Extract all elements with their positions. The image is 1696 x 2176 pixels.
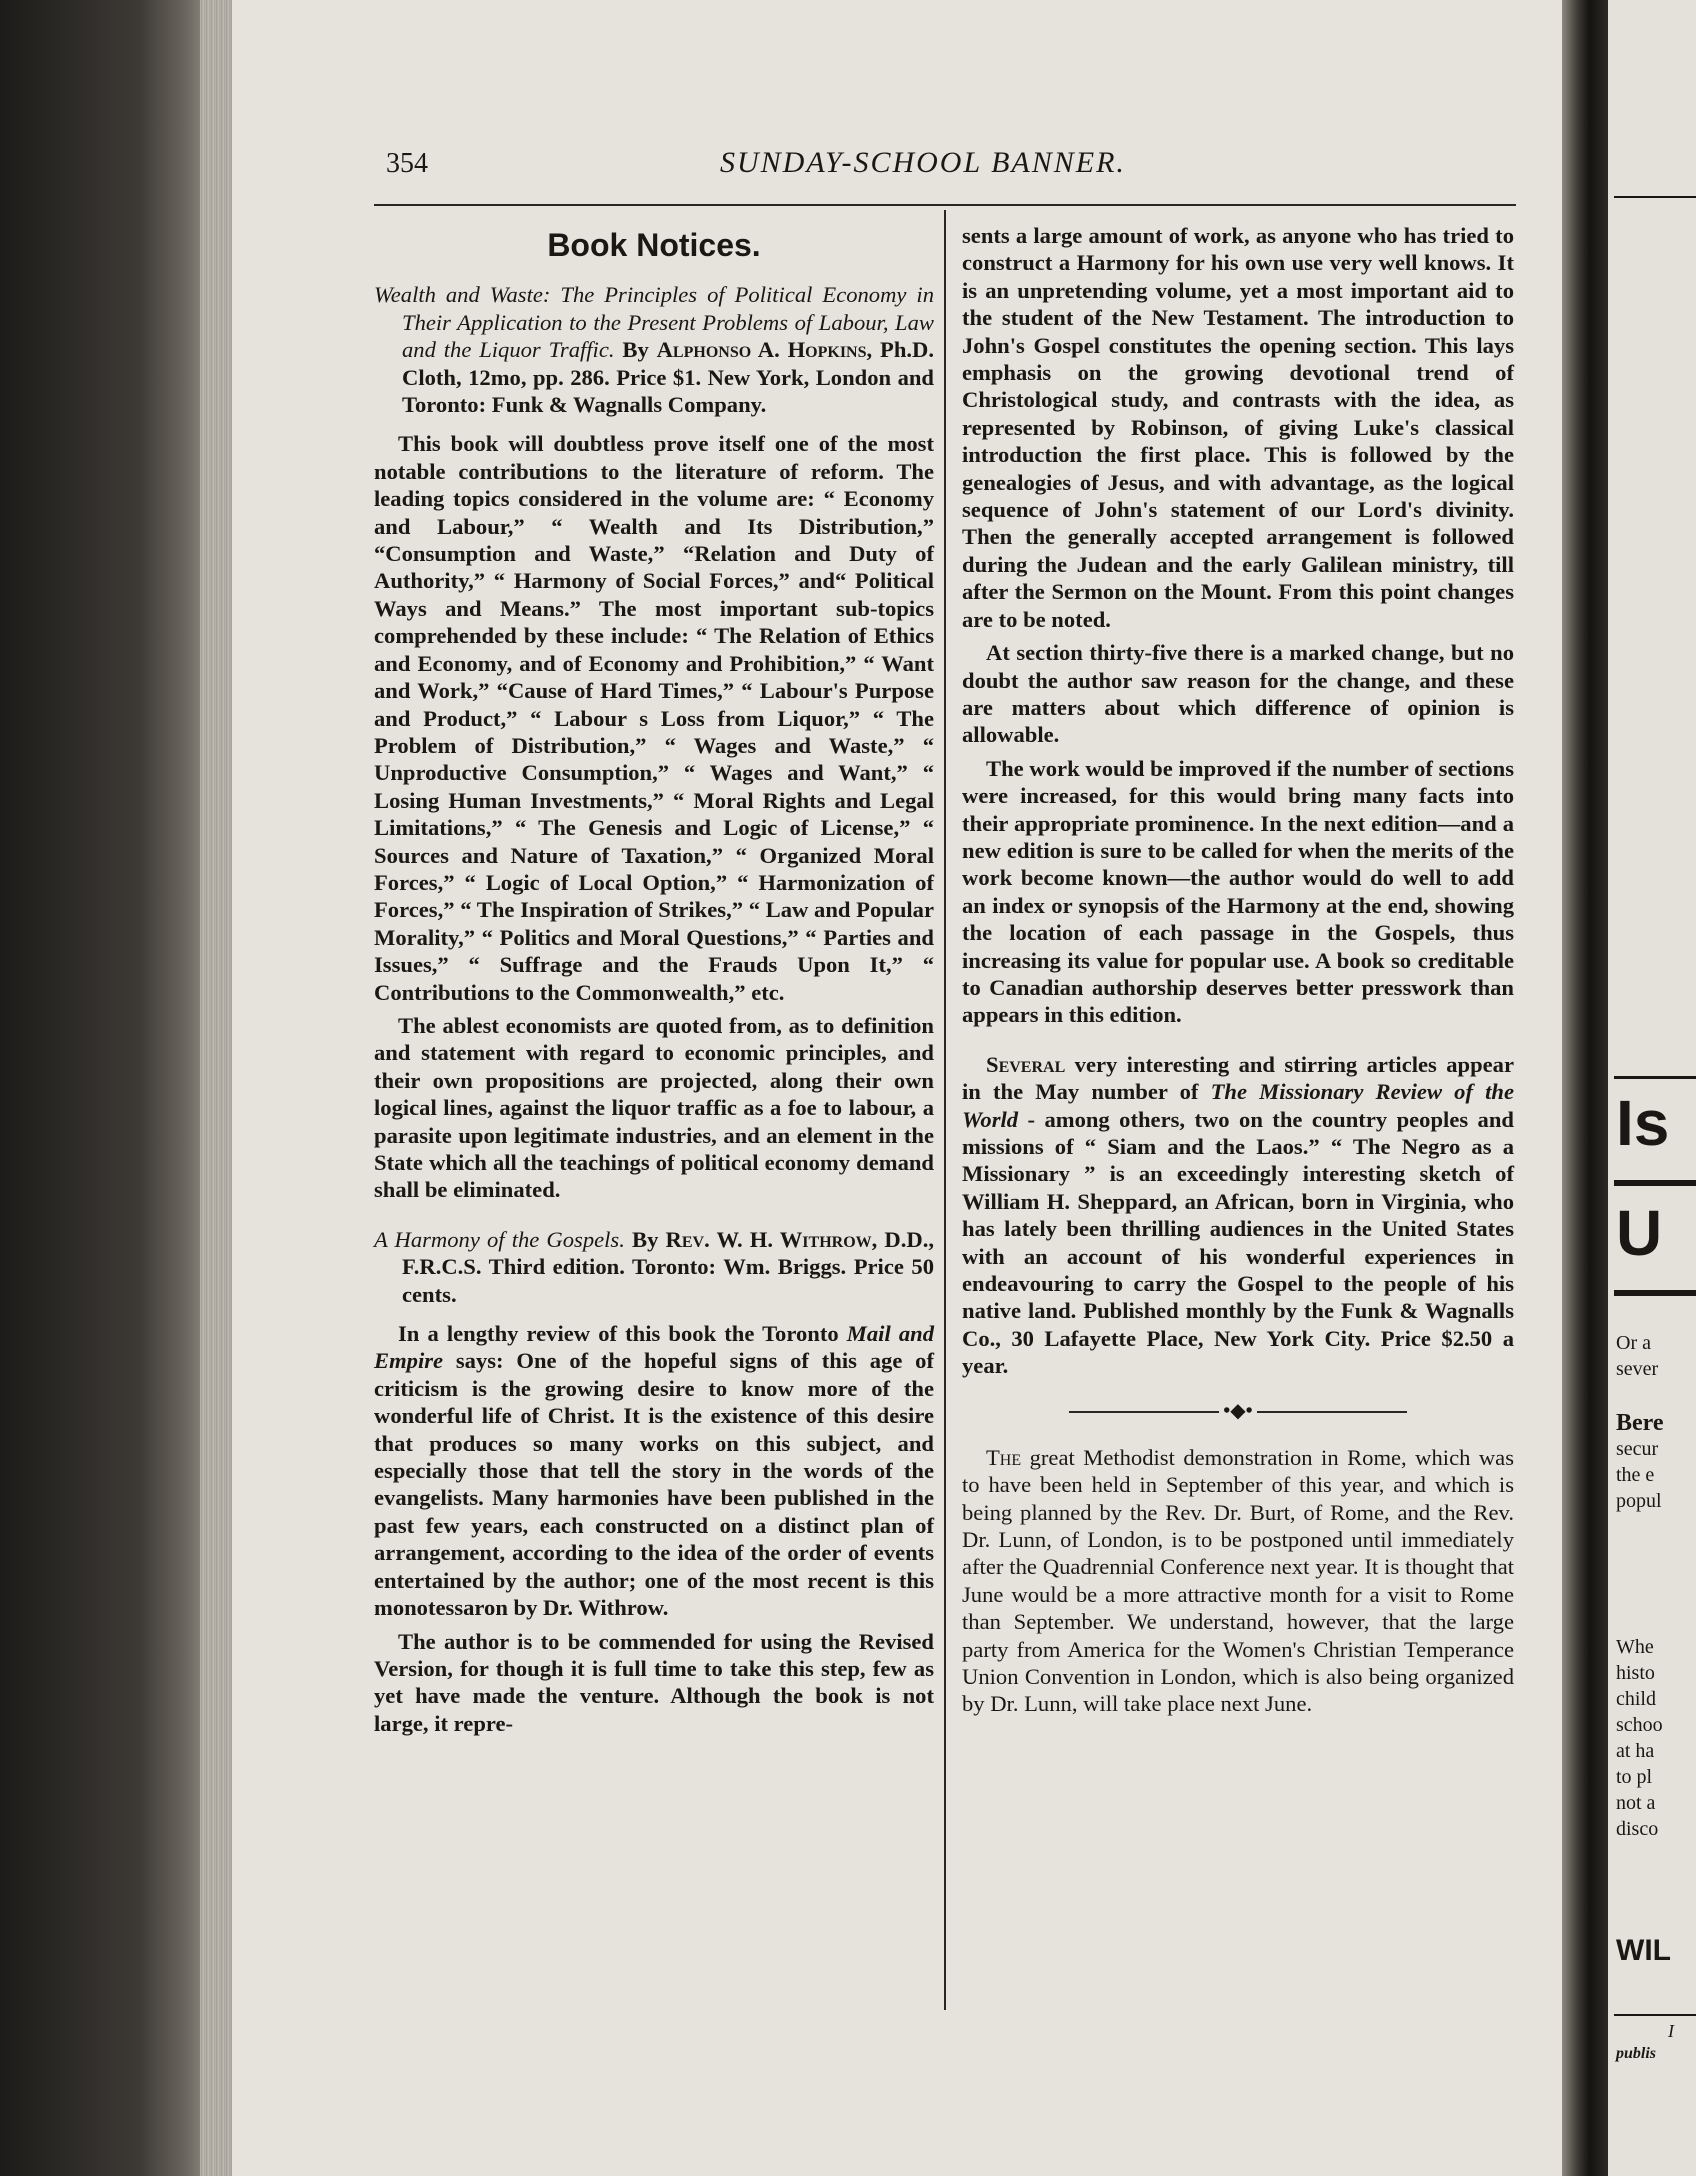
adjacent-rule [1614, 1180, 1696, 1186]
newspaper-name: Mail and Empire [374, 1321, 934, 1374]
lead-word: Several [986, 1051, 1066, 1077]
column-divider [944, 210, 946, 2010]
adjacent-text: Bere [1616, 1410, 1664, 1436]
book-title: Wealth and Waste: The Principles of Political Economy in Their Application to the Present Problems of Labour, Law and the Liquor Traffic. [374, 282, 934, 363]
adjacent-text: secur [1616, 1438, 1659, 1460]
notice-text: great Methodist demonstration in Rome, which was to have been held in September of this year, and which is being planned by the Rev. Dr. Burt, of Rome, and the Rev. Dr. Lunn, of London, is to be postponed until immediately after the Quadrennial Conference next year. It is thought that June would be a more attractive month for a visit to Rome than September. We understand, however, that the large party from America for the Women's Christian Temperance Union Convention in London, which is also being organized by Dr. Lunn, will take place next June. [962, 1444, 1514, 1717]
book-entry-heading [374, 1226, 934, 1308]
adjacent-heading: Is [1616, 1087, 1670, 1159]
adjacent-text: the e [1616, 1464, 1655, 1486]
book-title: A Harmony of the Gospels. [374, 1226, 625, 1252]
review-paragraph: sents a large amount of work, as anyone who has tried to construct a Harmony for his own use very well knows. It is an unpretending volume, yet a most important aid to the student of the New Testament. The introduction to John's Gospel constitutes the opening section. This lays emphasis on the growing devotional trend of Christological study, and contrasts with the idea, as represented by Robinson, of giving Luke's classical introduction the first place. This is followed by the genealogies of Jesus, and with advantage, as the logical sequence of John's statement of our Lord's divinity. Then the generally accepted arrangement is followed during the Judean and the early Galilean ministry, till after the Sermon on the Mount. From this point changes are to be noted. [962, 223, 1514, 632]
adjacent-text: I [1668, 2021, 1674, 2041]
adjacent-rule [1614, 2014, 1696, 2016]
book-author: Alphonso A. Hopkins [656, 337, 867, 363]
adjacent-text: schoo [1616, 1714, 1663, 1736]
running-title: SUNDAY-SCHOOL BANNER. [720, 146, 1126, 179]
book-entry-heading [374, 281, 934, 418]
page-edges [200, 0, 234, 2176]
adjacent-text: popul [1616, 1490, 1662, 1512]
adjacent-text: not a [1616, 1792, 1656, 1814]
adjacent-text: at ha [1616, 1740, 1655, 1762]
adjacent-text: histo [1616, 1662, 1655, 1684]
page-number: 354 [386, 148, 428, 179]
adjacent-rule [1614, 1290, 1696, 1296]
notice-paragraph [962, 1051, 1514, 1380]
book-binding [0, 0, 232, 2176]
right-column [962, 222, 1514, 1724]
adjacent-rule [1614, 1076, 1696, 1079]
review-paragraph: This book will doubtless prove itself one of the most notable contributions to the literature of reform. The leading topics considered in the volume are: “ Economy and Labour,” “ Wealth and Its Distribution,” “Consumption and Waste,” “Relation and Duty of Authority,” “ Harmony of Social Forces,” and“ Political Ways and Means.” The most important sub-topics comprehended by these include: “ The Relation of Ethics and Economy, and of Economy and Prohibition,” “ Want and Work,” “Cause of Hard Times,” “ Labour's Purpose and Product,” “ Labour s Loss from Liquor,” “ The Problem of Distribution,” “ Wages and Waste,” “ Unproductive Consumption,” “ Wages and Want,” “ Losing Human Investments,” “ Moral Rights and Legal Limitations,” “ The Genesis and Logic of License,” “ Sources and Nature of Taxation,” “ Organized Moral Forces,” “ Logic of Local Option,” “ Harmonization of Forces,” “ The Inspiration of Strikes,” “ Law and Popular Morality,” “ Politics and Moral Questions,” “ Parties and Issues,” “ Suffrage and the Frauds Upon It,” “ Contributions to the Commonwealth,” etc. [374, 431, 934, 1005]
adjacent-text: publis [1616, 2045, 1657, 2062]
adjacent-page [1608, 0, 1696, 2176]
review-text: says: One of the hopeful signs of this age of criticism is the growing desire to know more of the wonderful life of Christ. It is the existence of this desire that produces so many works on this subject, and especially those that tell the story in the words of the evangelists. Many harmonies have been published in the past few years, each constructed on a distinct plan of arrangement, according to the idea of the order of events entertained by the author; one of the most recent is this monotessaron by Dr. Withrow. [374, 1348, 934, 1621]
adjacent-text: disco [1616, 1818, 1659, 1840]
notice-paragraph [962, 1444, 1514, 1718]
notice-text: very interesting and stirring articles appear in the May number of [962, 1051, 1514, 1105]
by-label: By [622, 337, 649, 363]
review-paragraph: The work would be improved if the number of sections were increased, for this would bring many facts into their appropriate prominence. In the next edition—and a new edition is sure to be called for when the merits of the work become known—the author would do well to add an index or synopsis of the Harmony at the end, showing the location of each passage in the Gospels, thus increasing its value for popular use. A book so creditable to Canadian authorship deserves better presswork than appears in this edition. [962, 755, 1514, 1028]
adjacent-heading: WIL [1616, 1934, 1671, 1967]
adjacent-heading: U [1616, 1197, 1663, 1269]
book-details: , Ph.D. Cloth, 12mo, pp. 286. Price $1. New York, London and Toronto: Funk & Wagnalls Company. [402, 337, 934, 418]
adjacent-rule [1614, 196, 1696, 198]
left-column [374, 222, 934, 1743]
review-paragraph: The author is to be commended for using the Revised Version, for though it is full time to take this step, few as yet have made the venture. Although the book is not large, it repre- [374, 1628, 934, 1736]
book-details: , D.D., F.R.C.S. Third edition. Toronto: Wm. Briggs. Price 50 cents. [402, 1226, 934, 1307]
review-paragraph [374, 1320, 934, 1621]
adjacent-text: to pl [1616, 1766, 1653, 1788]
journal-name: The Missionary Review of the World [962, 1079, 1514, 1132]
review-text: In a lengthy review of this book the Toronto [398, 1321, 839, 1347]
adjacent-text: sever [1616, 1358, 1659, 1380]
header-rule [374, 204, 1516, 206]
review-paragraph: At section thirty-five there is a marked change, but no doubt the author saw reason for the change, and these are matters about which difference of opinion is allowable. [962, 640, 1514, 748]
lead-word: The [986, 1444, 1022, 1470]
book-author: Rev. W. H. Withrow [665, 1226, 872, 1252]
adjacent-text: Or a [1616, 1332, 1651, 1354]
review-paragraph: The ablest economists are quoted from, as to definition and statement with regard to economic principles, and their own propositions are projected, along their own logical lines, against the liquor traffic as a foe to labour, a parasite upon legitimate industries, and an element in the State which all the teachings of political economy demand shall be eliminated. [374, 1012, 934, 1203]
section-title: Book Notices. [547, 227, 761, 263]
ornament-divider: •◆• [962, 1398, 1514, 1426]
notice-text: - among others, two on the country peoples and missions of “ Siam and the Laos.” “ The Negro as a Missionary ” is an exceedingly interesting sketch of William H. Sheppard, an African, born in Virginia, who has lately been thrilling audiences in the United States with an account of his wonderful experiences in endeavouring to carry the Gospel to the people of his native land. Published monthly by the Funk & Wagnalls Co., 30 Lafayette Place, New York City. Price $2.50 a year. [962, 1106, 1514, 1379]
adjacent-text: Whe [1616, 1636, 1654, 1658]
book-gutter [1562, 0, 1608, 2176]
by-label: By [632, 1226, 659, 1252]
adjacent-text: child [1616, 1688, 1656, 1710]
